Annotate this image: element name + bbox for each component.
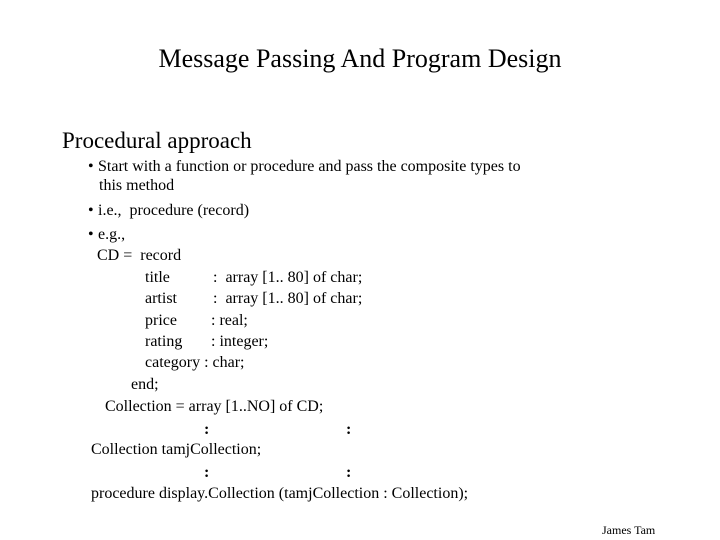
bullet-item <box>88 227 125 243</box>
ellipsis-mark: : <box>204 464 210 481</box>
ellipsis-mark: : <box>346 464 352 481</box>
ellipsis-mark: : <box>346 421 352 438</box>
bullet-continuation: this method <box>99 177 175 194</box>
code-category-line: category : char; <box>145 354 245 371</box>
code-collection-type: Collection = array [1..NO] of CD; <box>105 398 324 415</box>
footer-author: James Tam <box>602 523 656 537</box>
code-field-name: rating <box>145 333 183 350</box>
code-field-type: : array [1.. 80] of char; <box>213 290 363 307</box>
bullet-dot: • <box>88 226 94 243</box>
bullet-item <box>88 159 521 175</box>
bullet-text: i.e., procedure (record) <box>98 202 250 219</box>
code-procedure-line: procedure display.Collection (tamjCollection : Collection); <box>91 485 469 502</box>
code-field-name: price <box>145 312 177 329</box>
code-field-type: : array [1.. 80] of char; <box>213 269 363 286</box>
bullet-item <box>88 203 249 219</box>
code-field-type: : integer; <box>211 333 269 350</box>
bullet-dot: • <box>88 158 94 175</box>
code-field-name: artist <box>145 290 177 307</box>
bullet-dot: • <box>88 202 94 219</box>
bullet-text: e.g., <box>98 226 126 243</box>
ellipsis-mark: : <box>204 421 210 438</box>
code-end-line: end; <box>131 376 159 393</box>
code-collection-var: Collection tamjCollection; <box>91 441 262 458</box>
code-cd-line: CD = record <box>97 247 182 264</box>
section-heading: Procedural approach <box>62 128 252 153</box>
slide-title: Message Passing And Program Design <box>158 44 562 73</box>
code-field-name: title <box>145 269 170 286</box>
code-field-type: : real; <box>211 312 248 329</box>
bullet-text: Start with a function or procedure and pass the composite types to <box>98 158 521 175</box>
